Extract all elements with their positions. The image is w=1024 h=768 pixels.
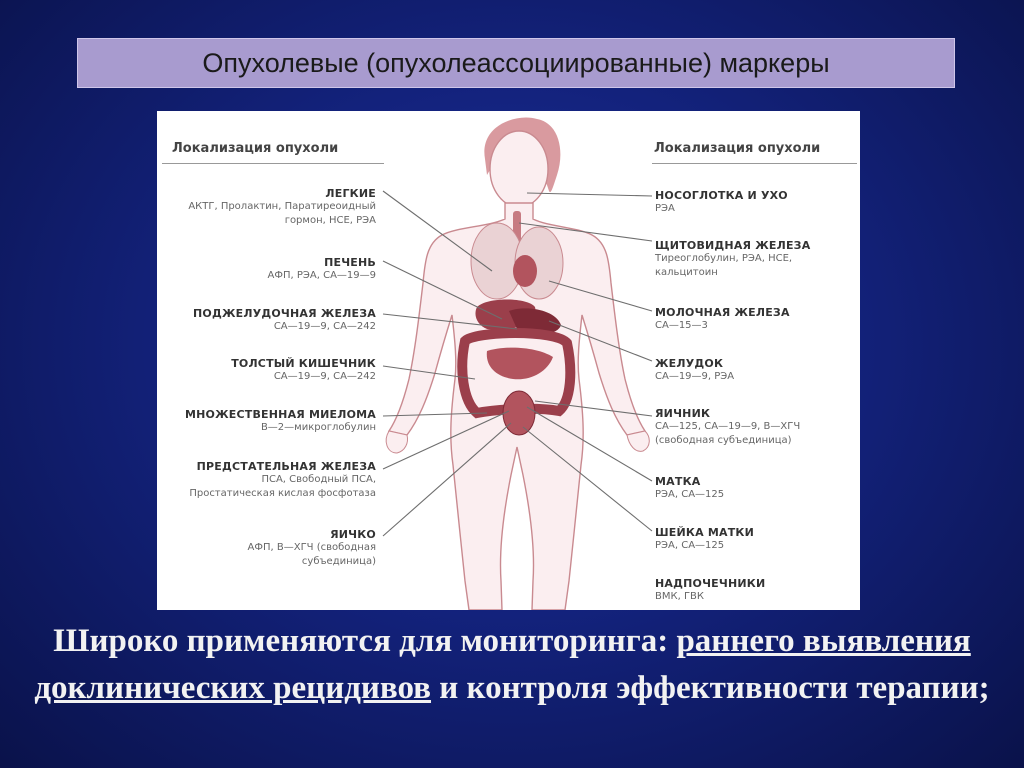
- organ-label: ШЕЙКА МАТКИ: [655, 526, 755, 539]
- marker-label: Тиреоглобулин, РЭА, НСЕ,: [655, 253, 793, 264]
- organ-label: ТОЛСТЫЙ КИШЕЧНИК: [231, 357, 376, 370]
- marker-label: СА—125, СА—19—9, В—ХГЧ: [655, 421, 801, 432]
- organ-label: ПЕЧЕНЬ: [324, 256, 376, 269]
- organ-label: НАДПОЧЕЧНИКИ: [655, 577, 766, 590]
- slide-caption: [30, 618, 994, 712]
- organ-label: НОСОГЛОТКА И УХО: [655, 189, 788, 202]
- marker-label: кальцитоин: [655, 267, 718, 278]
- organ-label: ПРЕДСТАТЕЛЬНАЯ ЖЕЛЕЗА: [196, 460, 376, 473]
- caption-part1: Широко применяются для мониторинга:: [53, 623, 677, 659]
- marker-label: РЭА, СА—125: [655, 540, 725, 551]
- left-item-testis: [157, 528, 376, 569]
- marker-label: В—2—микроглобулин: [260, 422, 376, 433]
- marker-label: СА—19—9, РЭА: [655, 371, 735, 382]
- organ-label: ЩИТОВИДНАЯ ЖЕЛЕЗА: [655, 239, 811, 252]
- marker-label: АФП, РЭА, СА—19—9: [267, 270, 376, 281]
- organ-label: МАТКА: [655, 475, 701, 488]
- marker-label: Простатическая кислая фосфотаза: [189, 488, 376, 499]
- caption-part3: и контроля эффективности терапии;: [431, 670, 990, 706]
- anatomy-figure: [157, 111, 860, 610]
- marker-label: АКТГ, Пролактин, Паратиреоидный: [188, 201, 376, 212]
- caption-part2: раннего выявления доклинических рецидивов: [34, 623, 971, 706]
- marker-label: РЭА, СА—125: [655, 489, 725, 500]
- marker-label: ПСА, Свободный ПСА,: [261, 474, 376, 485]
- right-header: Локализация опухоли: [654, 141, 821, 156]
- left-item-prostate: [157, 460, 376, 501]
- left-item-myeloma: [157, 408, 376, 435]
- marker-label: АФП, В—ХГЧ (свободная: [247, 542, 376, 553]
- left-item-lungs: [157, 187, 376, 228]
- organ-label: ЛЕГКИЕ: [325, 187, 376, 200]
- slide-title: Опухолевые (опухолеассоциированные) маркеры: [77, 38, 955, 88]
- right-item-stomach: [655, 357, 855, 384]
- organ-label: МНОЖЕСТВЕННАЯ МИЕЛОМА: [185, 408, 376, 421]
- marker-label: СА—15—3: [655, 320, 708, 331]
- left-item-colon: [157, 357, 376, 384]
- left-item-liver: [157, 256, 376, 283]
- right-item-nasopharynx: [655, 189, 855, 216]
- marker-label: субъединица): [301, 556, 376, 567]
- left-header-rule: [162, 163, 384, 164]
- right-item-adrenal: [655, 577, 855, 604]
- left-header: Локализация опухоли: [172, 141, 339, 156]
- organ-label: ПОДЖЕЛУДОЧНАЯ ЖЕЛЕЗА: [193, 307, 376, 320]
- marker-label: ВМК, ГВК: [655, 591, 705, 602]
- marker-label: СА—19—9, СА—242: [273, 321, 376, 332]
- right-header-rule: [652, 163, 857, 164]
- left-item-pancreas: [157, 307, 376, 334]
- right-item-cervix: [655, 526, 855, 553]
- organ-label: МОЛОЧНАЯ ЖЕЛЕЗА: [655, 306, 790, 319]
- organ-label: ЖЕЛУДОК: [655, 357, 724, 370]
- marker-label: РЭА: [655, 203, 675, 214]
- marker-label: СА—19—9, СА—242: [273, 371, 376, 382]
- right-item-thyroid: [655, 239, 855, 280]
- marker-label: (свободная субъединица): [655, 435, 792, 446]
- right-item-uterus: [655, 475, 855, 502]
- right-item-ovary: [655, 407, 860, 448]
- organ-label: ЯИЧНИК: [655, 407, 711, 420]
- marker-label: гормон, НСЕ, РЭА: [284, 215, 376, 226]
- organ-label: ЯИЧКО: [330, 528, 376, 541]
- right-item-breast: [655, 306, 855, 333]
